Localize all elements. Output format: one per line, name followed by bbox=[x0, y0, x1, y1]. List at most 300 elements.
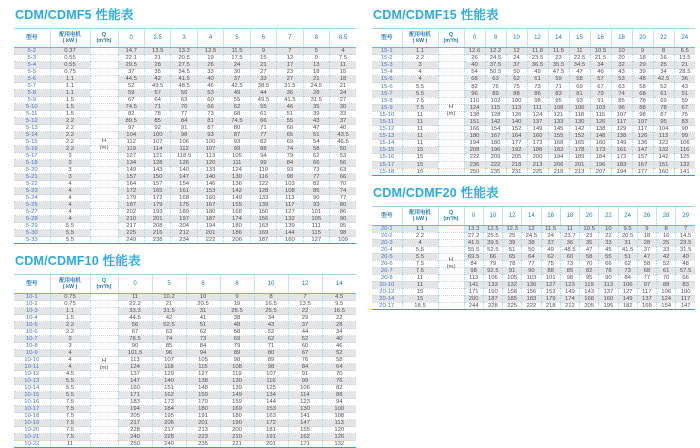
head-value-cell: 58 bbox=[303, 146, 329, 153]
h-unit-spacer-cell bbox=[90, 308, 118, 315]
head-value-cell: 29.5 bbox=[118, 62, 144, 69]
h-unit-spacer-cell bbox=[438, 48, 464, 55]
col-header-model: 型号 bbox=[372, 206, 402, 225]
head-value-cell: 128 bbox=[485, 111, 506, 118]
head-value-cell: 80 bbox=[330, 202, 357, 209]
col-header-flow: 15 bbox=[569, 29, 590, 48]
head-value-cell: 23 bbox=[580, 232, 599, 239]
head-value-cell: 8 bbox=[657, 225, 676, 232]
head-value-cell: 37 bbox=[330, 118, 357, 125]
h-unit-spacer-cell bbox=[90, 76, 118, 83]
head-value-cell: 138 bbox=[611, 133, 632, 140]
head-value-cell: 179 bbox=[118, 195, 144, 202]
performance-table bbox=[372, 206, 695, 310]
head-value-cell: 73 bbox=[303, 167, 329, 174]
head-value-cell: 65 bbox=[503, 253, 522, 260]
head-value-cell: 106 bbox=[483, 274, 502, 281]
head-value-cell: 43.5 bbox=[330, 132, 357, 139]
motor-kw-cell: 7.5 bbox=[50, 420, 90, 427]
head-value-cell: 24.5 bbox=[303, 83, 329, 90]
head-value-cell: 68 bbox=[632, 90, 653, 97]
col-header-flow: 0 bbox=[118, 275, 152, 294]
table-row bbox=[14, 62, 356, 69]
head-value-cell: 83 bbox=[676, 281, 695, 288]
head-value-cell: 84 bbox=[288, 364, 322, 371]
col-header-flow: 28 bbox=[657, 206, 676, 225]
head-value-cell: 83 bbox=[548, 90, 569, 97]
head-value-cell: 208 bbox=[144, 223, 170, 230]
head-value-cell: 196 bbox=[485, 147, 506, 154]
head-value-cell: 13.5 bbox=[674, 55, 695, 62]
model-cell: 20-14 bbox=[372, 295, 402, 302]
head-value-cell: 194 bbox=[611, 168, 632, 175]
head-value-cell: 118 bbox=[569, 111, 590, 118]
head-value-cell: 46 bbox=[197, 83, 223, 90]
head-value-cell: 83 bbox=[674, 118, 695, 125]
motor-kw-cell: 15 bbox=[402, 295, 438, 302]
head-value-cell: 11.8 bbox=[527, 48, 548, 55]
head-value-cell: 163 bbox=[250, 223, 276, 230]
head-value-cell: 93 bbox=[197, 132, 223, 139]
motor-kw-cell: 5.5 bbox=[402, 90, 438, 97]
head-value-cell: 183 bbox=[611, 161, 632, 168]
head-value-cell: 20.5 bbox=[186, 301, 220, 308]
head-value-cell: 94 bbox=[186, 350, 220, 357]
head-value-cell: 70 bbox=[171, 104, 197, 111]
model-cell: 15-16 bbox=[372, 154, 402, 161]
head-value-cell: 67 bbox=[118, 97, 144, 104]
head-value-cell: 122 bbox=[653, 140, 674, 147]
head-value-cell: 192 bbox=[506, 147, 527, 154]
model-cell: 5-6 bbox=[14, 76, 50, 83]
head-value-cell: 124 bbox=[527, 111, 548, 118]
table-row bbox=[372, 126, 695, 133]
head-value-cell: 22 bbox=[599, 232, 618, 239]
head-value-cell: 194 bbox=[118, 406, 152, 413]
model-cell: 10-20 bbox=[14, 427, 50, 434]
head-value-cell: 74 bbox=[277, 146, 303, 153]
h-unit-spacer-cell bbox=[90, 132, 118, 139]
head-value-cell: 64 bbox=[322, 364, 356, 371]
head-value-cell: 7.5 bbox=[330, 55, 357, 62]
head-value-cell: 75 bbox=[674, 111, 695, 118]
head-value-cell: 98 bbox=[220, 357, 254, 364]
head-value-cell: 12.6 bbox=[464, 48, 485, 55]
head-value-cell: 57.5 bbox=[676, 267, 695, 274]
model-cell: 15-2 bbox=[372, 55, 402, 62]
model-cell: 10-18 bbox=[14, 413, 50, 420]
table-row bbox=[372, 161, 695, 168]
head-value-cell: 213 bbox=[527, 161, 548, 168]
head-value-cell: 184 bbox=[152, 406, 186, 413]
head-value-cell: 133 bbox=[483, 281, 502, 288]
head-value-cell: 47 bbox=[580, 246, 599, 253]
head-value-cell: 196 bbox=[590, 161, 611, 168]
head-value-cell: 64 bbox=[144, 97, 170, 104]
head-value-cell: 117 bbox=[277, 202, 303, 209]
head-value-cell: 77 bbox=[330, 195, 357, 202]
head-value-cell: 164 bbox=[506, 133, 527, 140]
head-value-cell: 25.5 bbox=[254, 308, 288, 315]
head-value-cell: 95 bbox=[330, 223, 357, 230]
head-value-cell: 9 bbox=[637, 225, 656, 232]
head-unit-label: H (m) bbox=[99, 357, 109, 371]
head-value-cell: 42.5 bbox=[653, 76, 674, 83]
head-value-cell: 13.3 bbox=[464, 225, 483, 232]
head-value-cell: 7 bbox=[676, 225, 695, 232]
model-cell: 15-3 bbox=[372, 62, 402, 69]
head-value-cell: 180 bbox=[197, 209, 223, 216]
head-value-cell: 78 bbox=[599, 267, 618, 274]
head-value-cell: 41.5 bbox=[171, 76, 197, 83]
motor-kw-cell: 7.5 bbox=[50, 427, 90, 434]
head-value-cell: 59 bbox=[118, 90, 144, 97]
head-value-cell: 90 bbox=[674, 126, 695, 133]
head-value-cell: 119 bbox=[220, 371, 254, 378]
h-unit-spacer-cell bbox=[90, 315, 118, 322]
table-row bbox=[372, 154, 695, 161]
h-unit-spacer-cell bbox=[90, 322, 118, 329]
head-value-cell: 95 bbox=[580, 274, 599, 281]
head-value-cell: 120 bbox=[197, 160, 223, 167]
head-value-cell: 9 bbox=[220, 294, 254, 301]
head-value-cell: 39 bbox=[303, 111, 329, 118]
motor-kw-cell: 1.1 bbox=[50, 76, 90, 83]
head-value-cell: 51 bbox=[618, 253, 637, 260]
table-row bbox=[14, 181, 356, 188]
motor-kw-cell: 7.5 bbox=[50, 413, 90, 420]
head-value-cell: 27.5 bbox=[171, 62, 197, 69]
head-value-cell: 39 bbox=[632, 69, 653, 76]
head-value-cell: 88 bbox=[250, 146, 276, 153]
head-value-cell: 93 bbox=[224, 139, 250, 146]
col-header-flow: 26 bbox=[637, 206, 656, 225]
head-value-cell: 171 bbox=[288, 441, 322, 448]
head-value-cell: 222 bbox=[522, 302, 541, 309]
head-value-cell: 182 bbox=[548, 147, 569, 154]
model-cell: 10-9 bbox=[14, 350, 50, 357]
head-value-cell: 25 bbox=[503, 232, 522, 239]
table-row bbox=[14, 139, 356, 146]
model-cell: 20-2 bbox=[372, 232, 402, 239]
head-value-cell: 116 bbox=[674, 147, 695, 154]
head-value-cell: 225 bbox=[527, 168, 548, 175]
head-value-cell: 209 bbox=[485, 154, 506, 161]
head-value-cell: 172 bbox=[254, 420, 288, 427]
head-value-cell: 16.5 bbox=[322, 308, 356, 315]
head-value-cell: 24 bbox=[506, 55, 527, 62]
head-value-cell: 147 bbox=[288, 420, 322, 427]
head-value-cell: 61 bbox=[250, 111, 276, 118]
head-value-cell: 105 bbox=[303, 216, 329, 223]
h-unit-spacer-cell bbox=[90, 167, 118, 174]
head-value-cell: 161 bbox=[611, 147, 632, 154]
head-value-cell: 144 bbox=[277, 230, 303, 237]
head-value-cell: 33 bbox=[250, 76, 276, 83]
head-value-cell: 18 bbox=[637, 232, 656, 239]
head-value-cell: 23.5 bbox=[676, 239, 695, 246]
head-value-cell: 113 bbox=[118, 357, 152, 364]
h-unit-spacer-cell bbox=[438, 55, 464, 62]
model-cell: 15-8 bbox=[372, 97, 402, 104]
head-value-cell: 76 bbox=[322, 378, 356, 385]
head-value-cell: 154 bbox=[657, 302, 676, 309]
head-value-cell: 104 bbox=[118, 132, 144, 139]
table-row bbox=[14, 371, 356, 378]
h-unit-spacer-cell bbox=[90, 216, 118, 223]
head-value-cell: 78 bbox=[144, 111, 170, 118]
head-value-cell: 106 bbox=[171, 139, 197, 146]
head-value-cell: 37.5 bbox=[485, 62, 506, 69]
head-value-cell: 38 bbox=[220, 315, 254, 322]
head-value-cell: 69 bbox=[220, 336, 254, 343]
head-value-cell: 133 bbox=[250, 195, 276, 202]
motor-kw-cell: 2.2 bbox=[50, 322, 90, 329]
table-row bbox=[14, 413, 356, 420]
model-cell: 15-12 bbox=[372, 126, 402, 133]
head-value-cell: 228 bbox=[118, 427, 152, 434]
head-value-cell: 44.5 bbox=[118, 76, 144, 83]
motor-kw-cell: 7.5 bbox=[402, 104, 438, 111]
head-value-cell: 113 bbox=[599, 281, 618, 288]
table-row bbox=[372, 147, 695, 154]
head-value-cell: 12 bbox=[277, 55, 303, 62]
head-value-cell: 53 bbox=[611, 76, 632, 83]
motor-kw-cell: 11 bbox=[402, 126, 438, 133]
motor-kw-cell: 11 bbox=[50, 441, 90, 448]
cdmf20-section bbox=[372, 186, 695, 310]
head-value-cell: 201 bbox=[569, 161, 590, 168]
head-value-cell: 213 bbox=[186, 427, 220, 434]
head-value-cell: 161 bbox=[171, 188, 197, 195]
head-value-cell: 96 bbox=[611, 104, 632, 111]
table-row bbox=[14, 378, 356, 385]
motor-kw-cell: 4 bbox=[50, 181, 90, 188]
model-cell: 5-28 bbox=[14, 216, 50, 223]
model-cell: 15-15 bbox=[372, 147, 402, 154]
head-value-cell: 160 bbox=[483, 288, 502, 295]
head-value-cell: 62 bbox=[186, 329, 220, 336]
h-unit-spacer-cell bbox=[90, 294, 118, 301]
motor-kw-cell: 4 bbox=[50, 357, 90, 364]
head-value-cell: 11 bbox=[569, 48, 590, 55]
head-value-cell: 182 bbox=[618, 302, 637, 309]
motor-kw-cell: 15 bbox=[402, 288, 438, 295]
table-title-cdmf15: CDM/CDMF15 性能表 bbox=[373, 8, 499, 22]
head-value-cell: 149 bbox=[527, 126, 548, 133]
table-row bbox=[14, 441, 356, 448]
table-row bbox=[372, 302, 695, 309]
head-value-cell: 22.5 bbox=[569, 55, 590, 62]
head-value-cell: 163 bbox=[254, 413, 288, 420]
head-value-cell: 73 bbox=[560, 260, 579, 267]
performance-table bbox=[14, 274, 356, 448]
head-value-cell: 112 bbox=[171, 146, 197, 153]
head-value-cell: 168 bbox=[637, 302, 656, 309]
head-value-cell: 107 bbox=[254, 371, 288, 378]
head-value-cell: 46 bbox=[322, 343, 356, 350]
col-header-flow: 20 bbox=[632, 29, 653, 48]
head-value-cell: 47.5 bbox=[548, 69, 569, 76]
head-value-cell: 55.5 bbox=[464, 246, 483, 253]
h-unit-spacer-cell bbox=[438, 126, 464, 133]
head-value-cell: 187 bbox=[197, 216, 223, 223]
h-unit-spacer-cell bbox=[90, 62, 118, 69]
head-value-cell: 160 bbox=[590, 140, 611, 147]
head-value-cell: 20 bbox=[611, 55, 632, 62]
col-header-flow: 18 bbox=[611, 29, 632, 48]
model-cell: 15-11 bbox=[372, 118, 402, 125]
head-value-cell: 74.5 bbox=[224, 118, 250, 125]
head-value-cell: 91 bbox=[288, 371, 322, 378]
head-value-cell: 55 bbox=[224, 97, 250, 104]
head-value-cell: 66 bbox=[599, 260, 618, 267]
head-value-cell: 9.5 bbox=[322, 301, 356, 308]
head-value-cell: 53 bbox=[197, 90, 223, 97]
col-header-flow: 16 bbox=[590, 29, 611, 48]
table-row bbox=[14, 153, 356, 160]
motor-kw-cell: 0.55 bbox=[50, 55, 90, 62]
motor-kw-cell: 1.5 bbox=[50, 104, 90, 111]
model-cell: 5-29 bbox=[14, 223, 50, 230]
col-header-motor: 配用电机 ( kW ) bbox=[402, 206, 438, 225]
col-header-flow: 16 bbox=[541, 206, 560, 225]
head-value-cell: 44 bbox=[250, 90, 276, 97]
head-value-cell: 160 bbox=[118, 385, 152, 392]
table-row bbox=[372, 267, 695, 274]
head-value-cell: 222 bbox=[197, 237, 223, 244]
motor-kw-cell: 15 bbox=[402, 154, 438, 161]
model-cell: 5-17 bbox=[14, 153, 50, 160]
head-value-cell: 101.5 bbox=[118, 350, 152, 357]
head-value-cell: 130 bbox=[220, 378, 254, 385]
table-row bbox=[14, 308, 356, 315]
head-value-cell: 37 bbox=[637, 246, 656, 253]
head-value-cell: 130 bbox=[224, 174, 250, 181]
head-value-cell: 108 bbox=[322, 413, 356, 420]
head-value-cell: 8 bbox=[653, 48, 674, 55]
head-value-cell: 94 bbox=[322, 399, 356, 406]
head-value-cell: 80 bbox=[254, 350, 288, 357]
head-value-cell: 160 bbox=[653, 168, 674, 175]
head-value-cell: 11.5 bbox=[224, 48, 250, 55]
model-cell: 20-17 bbox=[372, 302, 402, 309]
head-value-cell: 19 bbox=[220, 301, 254, 308]
head-value-cell: 119 bbox=[580, 281, 599, 288]
motor-kw-cell: 1.5 bbox=[50, 111, 90, 118]
head-value-cell: 101 bbox=[303, 209, 329, 216]
head-value-cell: 10.2 bbox=[152, 294, 186, 301]
model-cell: 5-20 bbox=[14, 167, 50, 174]
head-value-cell: 126 bbox=[322, 434, 356, 441]
head-value-cell: 130 bbox=[569, 118, 590, 125]
right-column bbox=[372, 8, 695, 310]
head-value-cell: 63 bbox=[330, 167, 357, 174]
head-value-cell: 63 bbox=[611, 83, 632, 90]
head-value-cell: 39 bbox=[503, 239, 522, 246]
col-header-flow: 8.5 bbox=[330, 29, 357, 48]
h-unit-spacer-cell bbox=[90, 364, 118, 371]
head-value-cell: 62 bbox=[541, 253, 560, 260]
motor-kw-cell: 4 bbox=[50, 350, 90, 357]
motor-kw-cell: 7.5 bbox=[50, 434, 90, 441]
col-header-flow: 4 bbox=[197, 29, 223, 48]
motor-kw-cell: 4 bbox=[50, 195, 90, 202]
h-unit-spacer-cell bbox=[438, 83, 464, 90]
head-value-cell: 117 bbox=[676, 295, 695, 302]
model-cell: 15-7 bbox=[372, 90, 402, 97]
h-unit-spacer-cell bbox=[90, 441, 118, 448]
head-value-cell: 208 bbox=[464, 147, 485, 154]
head-value-cell: 58 bbox=[569, 76, 590, 83]
head-value-cell: 179 bbox=[144, 202, 170, 209]
head-value-cell: 34 bbox=[590, 62, 611, 69]
head-value-cell: 78.5 bbox=[118, 336, 152, 343]
motor-kw-cell: 0.75 bbox=[50, 69, 90, 76]
head-value-cell: 236 bbox=[464, 161, 485, 168]
head-value-cell: 194 bbox=[464, 140, 485, 147]
h-unit-spacer-cell bbox=[438, 90, 464, 97]
head-value-cell: 105 bbox=[503, 274, 522, 281]
motor-kw-cell: 1.1 bbox=[402, 48, 438, 55]
head-value-cell: 66 bbox=[250, 118, 276, 125]
model-cell: 20-1 bbox=[372, 225, 402, 232]
col-header-flow: 14 bbox=[522, 206, 541, 225]
h-unit-spacer-cell bbox=[90, 55, 118, 62]
head-value-cell: 122 bbox=[250, 181, 276, 188]
head-value-cell: 12.5 bbox=[197, 48, 223, 55]
head-value-cell: 120 bbox=[322, 427, 356, 434]
head-value-cell: 20.5 bbox=[618, 232, 637, 239]
motor-kw-cell: 3 bbox=[402, 62, 438, 69]
head-value-cell: 89 bbox=[220, 350, 254, 357]
table-row bbox=[14, 329, 356, 336]
head-value-cell: 139 bbox=[220, 385, 254, 392]
performance-table bbox=[14, 28, 356, 244]
table-header bbox=[14, 275, 356, 294]
head-value-cell: 140 bbox=[152, 378, 186, 385]
h-unit-spacer-cell bbox=[90, 399, 118, 406]
head-value-cell: 36 bbox=[277, 90, 303, 97]
head-value-cell: 34 bbox=[254, 315, 288, 322]
head-value-cell: 73 bbox=[527, 83, 548, 90]
head-value-cell: 52.5 bbox=[483, 246, 502, 253]
h-unit-spacer-cell bbox=[90, 153, 118, 160]
h-unit-spacer-cell bbox=[438, 62, 464, 69]
head-value-cell: 48 bbox=[220, 322, 254, 329]
head-value-cell: 59 bbox=[548, 76, 569, 83]
table-row bbox=[372, 225, 695, 232]
head-value-cell: 221 bbox=[220, 441, 254, 448]
head-value-cell: 28 bbox=[322, 322, 356, 329]
head-value-cell: 41 bbox=[186, 315, 220, 322]
head-value-cell: 77 bbox=[250, 132, 276, 139]
motor-kw-cell: 4.5 bbox=[50, 371, 90, 378]
head-value-cell: 200 bbox=[527, 154, 548, 161]
h-unit-spacer-cell bbox=[90, 406, 118, 413]
head-value-cell: 128 bbox=[250, 188, 276, 195]
motor-kw-cell: 5.5 bbox=[50, 392, 90, 399]
model-cell: 5-16 bbox=[14, 146, 50, 153]
head-value-cell: 244 bbox=[464, 302, 483, 309]
head-value-cell: 82 bbox=[580, 267, 599, 274]
table-row bbox=[372, 288, 695, 295]
h-unit-spacer-cell bbox=[90, 125, 118, 132]
head-unit-label: H (m) bbox=[99, 138, 109, 151]
head-value-cell: 85 bbox=[152, 343, 186, 350]
head-value-cell: 125 bbox=[254, 385, 288, 392]
head-value-cell: 63 bbox=[485, 76, 506, 83]
